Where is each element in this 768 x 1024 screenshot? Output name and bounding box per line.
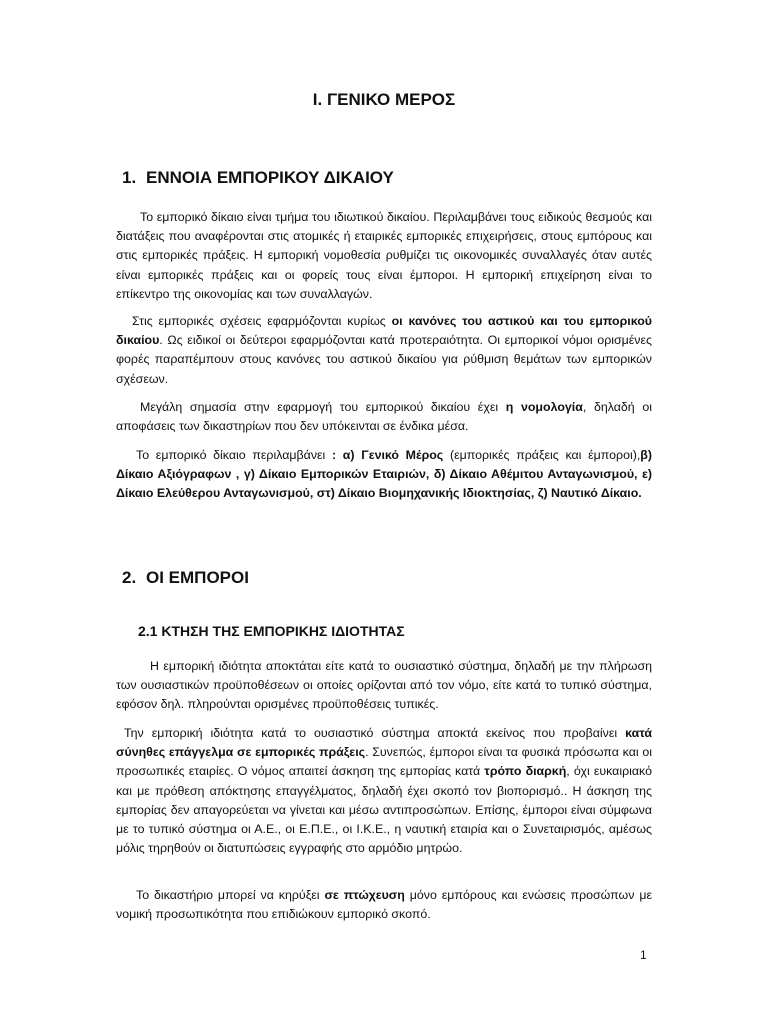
- section-1-paragraph-3: [116, 398, 652, 436]
- p4-text-c: (εμπορικές πράξεις και έμποροι),: [443, 448, 641, 462]
- section-2-heading: [122, 568, 249, 588]
- p4-text-a: Το εμπορικό δίκαιο περιλαμβάνει: [136, 448, 332, 462]
- section-2-paragraph-2: [116, 724, 652, 858]
- s2p3-text-a: Το δικαστήριο μπορεί να κηρύξει: [136, 888, 325, 902]
- s2p2-text-e: , όχι ευκαιριακό και με πρόθεση απόκτησης επαγγέλματος, δηλαδή έχει σκοπό τον βιοπορισμό.. Η άσκηση της εμπορίας δεν απαγορεύεται να γίνεται και μέσω αντιπροσώπων. Επίσης, έμποροι είναι σύμφωνα με το τυπικό σύστημα οι Α.Ε., οι Ε.Π.Ε., οι Ι.Κ.Ε., η ναυτική εταιρία και ο Συνεταιρισμός, αμέσως μόλις τηρηθούν οι διατυπώσεις εγγραφής στο αρμόδιο μητρώο.: [116, 764, 652, 856]
- p2-text-a: Στις εμπορικές σχέσεις εφαρμόζονται κυρίως: [132, 314, 392, 328]
- p4-bold-general-part: : α) Γενικό Μέρος: [331, 448, 444, 462]
- section-2-paragraph-1: Η εμπορική ιδιότητα αποκτάται είτε κατά το ουσιαστικό σύστημα, δηλαδή με την πλήρωση των ουσιαστικών προϋποθέσεων οι οποίες ορίζονται από τον νόμο, είτε κατά το τυπικό σύστημα, εφόσον δηλ. πληρούνται ορισμένες προϋποθέσεις τυπικές.: [116, 659, 652, 712]
- s2p3-bold-bankruptcy: σε πτώχευση: [324, 888, 405, 902]
- p2-text-c: . Ως ειδικοί οι δεύτεροι εφαρμόζονται κατά προτεραιότητα. Οι εμπορικοί νόμοι ορισμένες φορές παραπέμπουν στους κανόνες του αστικού δικαίου για ρύθμιση θεμάτων των εμπορικών σχέσεων.: [116, 333, 652, 386]
- section-1-paragraph-4: [116, 446, 652, 504]
- s2p3-text-c: μόνο εμπόρους και ενώσεις προσώπων με νομική προσωπικότητα που επιδιώκουν εμπορικό σκοπό.: [116, 888, 652, 922]
- section-2-title: ΟΙ ΕΜΠΟΡΟΙ: [146, 568, 249, 587]
- p3-text-a: Μεγάλη σημασία στην εφαρμογή του εμπορικού δικαίου έχει: [140, 400, 506, 414]
- p3-bold-case-law: η νομολογία: [505, 400, 583, 414]
- page-number: 1: [640, 948, 647, 962]
- s2p2-bold-permanent: τρόπο διαρκή: [484, 764, 567, 779]
- p2-bold-rules: οι κανόνες του αστικού και του εμπορικού δικαίου: [116, 314, 652, 348]
- section-1-title: ΕΝΝΟΙΑ ΕΜΠΟΡΙΚΟΥ ΔΙΚΑΙΟΥ: [146, 168, 394, 187]
- section-2-number: 2.: [122, 568, 137, 587]
- section-1-paragraph-2: [116, 312, 652, 389]
- section-1-paragraph-1: Το εμπορικό δίκαιο είναι τμήμα του ιδιωτικού δικαίου. Περιλαμβάνει τους ειδικούς θεσμούς και διατάξεις που αναφέρονται στις ατομικές ή εταιρικές εμπορικές επιχειρήσεις, στους εμπόρους και στις εμπορικές πράξεις. Η εμπορική νομοθεσία ρυθμίζει τις οικονομικές συναλλαγές όταν αυτές είναι εμπορικές πράξεις και οι φορείς τους είναι έμποροι. Η εμπορική επιχείρηση είναι το επίκεντρο της οικονομίας και των συναλλαγών.: [116, 210, 652, 301]
- p3-text-c: , δηλαδή οι αποφάσεις των δικαστηρίων που δεν υπόκεινται σε ένδικα μέσα.: [116, 400, 652, 434]
- s2p2-bold-profession: κατά σύνηθες επάγγελμα σε εμπορικές πράξεις: [116, 726, 652, 760]
- section-1-heading: [122, 168, 394, 188]
- part-title: Ι. ΓΕΝΙΚΟ ΜΕΡΟΣ: [312, 90, 456, 109]
- s2p2-text-a: Την εμπορική ιδιότητα κατά το ουσιαστικό σύστημα αποκτά εκείνος που προβαίνει: [124, 726, 626, 740]
- s2p2-text-c: . Συνεπώς, έμποροι είναι τα φυσικά πρόσωπα και οι προσωπικές εταιρίες. Ο νόμος απαιτεί άσκηση της εμπορίας κατά: [116, 745, 652, 779]
- section-1-number: 1.: [122, 168, 137, 187]
- subsection-2-1-heading: 2.1 ΚΤΗΣΗ ΤΗΣ ΕΜΠΟΡΙΚΗΣ ΙΔΙΟΤΗΤΑΣ: [138, 623, 405, 639]
- section-2-paragraph-3: [116, 886, 652, 924]
- p4-bold-law-list: β) Δίκαιο Αξιόγραφων , γ) Δίκαιο Εμπορικών Εταιριών, δ) Δίκαιο Αθέμιτου Ανταγωνισμού, ε) Δίκαιο Ελεύθερου Ανταγωνισμού, στ) Δίκαιο Βιομηχανικής Ιδιοκτησίας, ζ) Ναυτικό Δίκαιο.: [116, 448, 652, 501]
